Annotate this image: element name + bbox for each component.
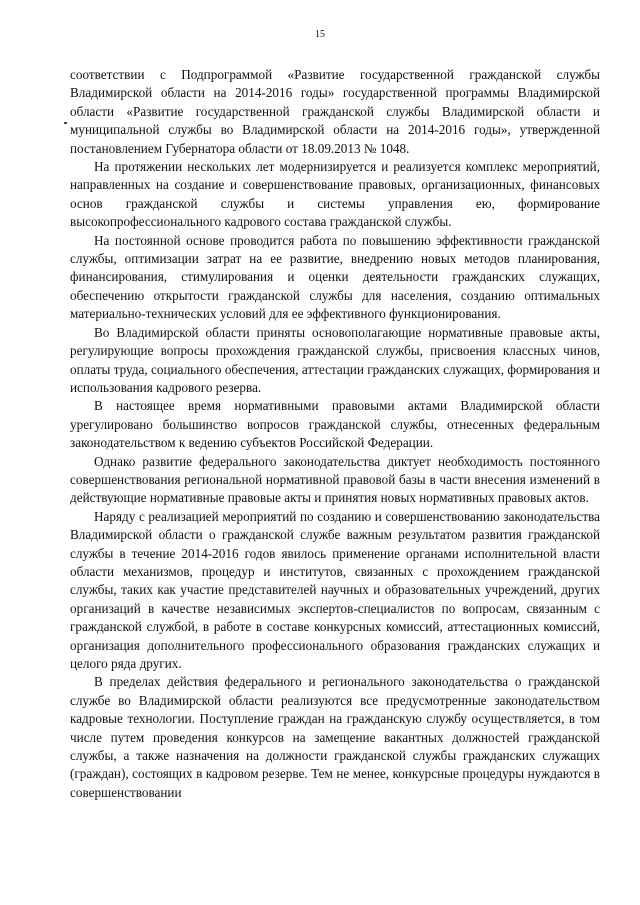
paragraph-8: В пределах действия федерального и регионального законодательства о гражданской службе во Владимирской области реализуются все предусмотренные законодательством кадровые технологии. Поступление граждан на гражданскую службу осуществляется, в том числе путем проведения конкурсов на замещение вакантных должностей гражданской службы, а также назначения на должности гражданской службы гражданских служащих (граждан), состоящих в кадровом резерве. Тем не менее, конкурсные процедуры нуждаются в совершенствовании <box>70 674 600 800</box>
scan-artifact-mark <box>64 122 67 124</box>
paragraph-5: В настоящее время нормативными правовыми актами Владимирской области урегулировано большинство вопросов гражданской службы, отнесенных федеральным законодательством к ведению субъектов Российской Федерации. <box>70 398 600 451</box>
paragraph-3: На постоянной основе проводится работа по повышению эффективности гражданской службы, оптимизации затрат на ее развитие, внедрению новых методов планирования, финансирования, стимулирования и оценки деятельности гражданских служащих, обеспечению открытости гражданской службы для населения, созданию оптимальных материально-технических условий для ее эффективного функционирования. <box>70 232 600 322</box>
paragraph-4: Во Владимирской области приняты основополагающие нормативные правовые акты, регулирующие вопросы прохождения гражданской службы, присвоения классных чинов, оплаты труда, социального обеспечения, аттестации гражданских служащих, формирования и использования кадрового резерва. <box>70 324 600 395</box>
paragraph-6: Однако развитие федерального законодательства диктует необходимость постоянного совершенствования региональной нормативной правовой базы в части внесения изменений в действующие нормативные правовые акты и принятия новых нормативных правовых актов. <box>70 453 600 506</box>
page-number: 15 <box>315 29 325 40</box>
paragraph-1: соответствии с Подпрограммой «Развитие государственной гражданской службы Владимирской области на 2014-2016 годы» государственной программы Владимирской области «Развитие государственной гражданской службы Владимирской области и муниципальной службы во Владимирской области на 2014-2016 годы», утвержденной постановлением Губернатора области от 18.09.2013 № 1048. <box>70 67 600 156</box>
paragraph-2: На протяжении нескольких лет модернизируется и реализуется комплекс мероприятий, направленных на создание и совершенствование правовых, организационных, финансовых основ гражданской службы и системы управления ею, формирование высокопрофессионального кадрового состава гражданской службы. <box>70 159 600 230</box>
paragraph-7: Наряду с реализацией мероприятий по созданию и совершенствованию законодательства Владимирской области о гражданской службе важным результатом развития гражданской службы в течение 2014-2016 годов явилось применение органами исполнительной власти области механизмов, процедур и институтов, связанных с прохождением гражданской службы, таких как участие представителей научных и образовательных учреждений, других организаций в качестве независимых экспертов-специалистов по вопросам, связанным с гражданской службой, в работе в составе конкурсных комиссий, аттестационных комиссий, организация дополнительного профессионального образования гражданских служащих и целого ряда других. <box>70 508 600 671</box>
document-body <box>70 66 600 802</box>
